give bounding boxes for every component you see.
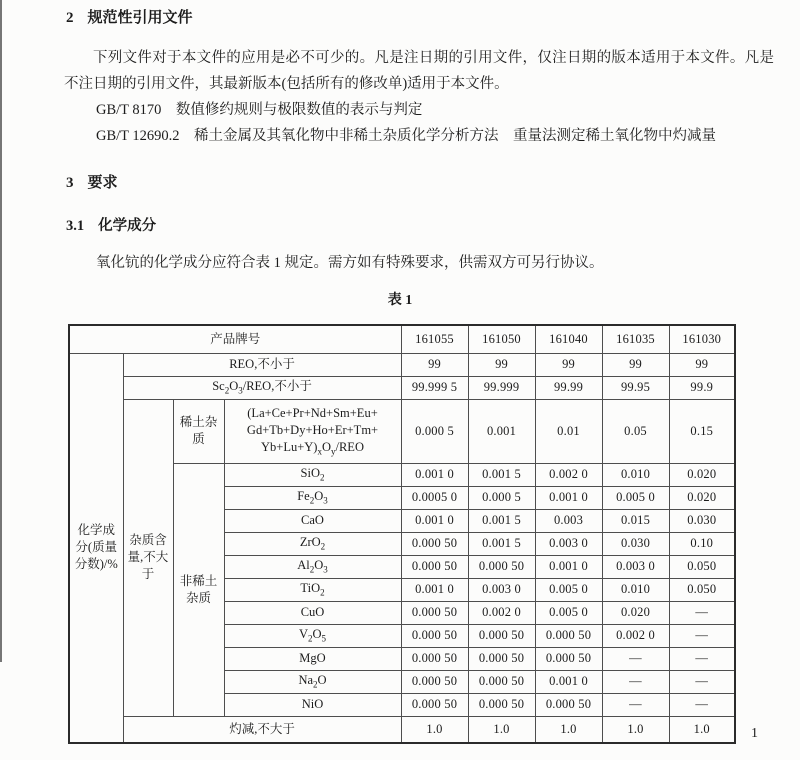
ignition-loss-label: 灼减,不大于 <box>123 716 401 743</box>
row-group-impurity-content: 杂质含量,不大于 <box>123 399 173 716</box>
impurity-name: TiO$_2$ <box>224 578 401 601</box>
value-cell: 0.000 50 <box>401 670 468 693</box>
value-cell: — <box>669 647 735 670</box>
value-cell: 99.999 5 <box>401 376 468 399</box>
table-row <box>69 399 735 463</box>
value-cell: 99.999 <box>468 376 535 399</box>
value-cell: 0.003 0 <box>535 532 602 555</box>
table-row <box>69 716 735 743</box>
value-cell: 0.000 50 <box>468 670 535 693</box>
value-cell: 0.01 <box>535 399 602 463</box>
value-cell: 0.000 50 <box>468 693 535 716</box>
grade-header: 161050 <box>468 325 535 353</box>
value-cell: 0.002 0 <box>535 463 602 486</box>
grade-header: 161035 <box>602 325 669 353</box>
impurity-name: $V_2O_5$ <box>224 624 401 647</box>
value-cell: — <box>602 670 669 693</box>
table-1-chemical-composition <box>68 324 736 744</box>
value-cell: 0.030 <box>669 509 735 532</box>
value-cell: 0.050 <box>669 555 735 578</box>
value-cell: 0.001 5 <box>468 509 535 532</box>
reference-line-1: GB/T 8170 数值修约规则与极限数值的表示与判定 <box>96 102 423 118</box>
value-cell: 0.05 <box>602 399 669 463</box>
value-cell: 99.95 <box>602 376 669 399</box>
section-3-1-heading <box>66 216 800 236</box>
value-cell: 0.000 50 <box>468 647 535 670</box>
value-cell: 0.020 <box>669 463 735 486</box>
value-cell: 0.001 <box>468 399 535 463</box>
value-cell: 0.000 50 <box>401 532 468 555</box>
value-cell: 0.001 5 <box>468 463 535 486</box>
section-3-1-number: 3.1 <box>66 218 85 234</box>
impurity-name: CaO <box>224 509 401 532</box>
value-cell: 0.000 50 <box>401 601 468 624</box>
value-cell: 0.000 50 <box>401 693 468 716</box>
value-cell: 0.000 50 <box>468 624 535 647</box>
value-cell: — <box>669 601 735 624</box>
normative-references-paragraph: 下列文件对于本文件的应用是必不可少的。凡是注日期的引用文件，仅注日期的版本适用于本文件。凡是不注日期的引用文件，其最新版本(包括所有的修改单)适用于本文件。 <box>64 50 774 92</box>
value-cell: — <box>669 670 735 693</box>
table-row <box>69 325 735 353</box>
value-cell: 99 <box>602 353 669 376</box>
impurity-name: $Al_2O_3$ <box>224 555 401 578</box>
value-cell: 0.015 <box>602 509 669 532</box>
value-cell: 0.0005 0 <box>401 486 468 509</box>
table-row <box>69 353 735 376</box>
impurity-name: SiO$_2$ <box>224 463 401 486</box>
section-3-title: 要求 <box>87 175 118 191</box>
value-cell: — <box>669 693 735 716</box>
value-cell: 0.001 0 <box>535 555 602 578</box>
rare-earth-formula: (La+Ce+Pr+Nd+Sm+Eu+ Gd+Tb+Dy+Ho+Er+Tm+ $Yb+Lu+Y)_xO_y$/REO <box>224 399 401 463</box>
row-group-chemical-composition: 化学成分(质量分数)/% <box>69 353 123 743</box>
value-cell: 99.99 <box>535 376 602 399</box>
value-cell: 1.0 <box>535 716 602 743</box>
value-cell: 0.002 0 <box>602 624 669 647</box>
value-cell: 0.001 5 <box>468 532 535 555</box>
value-cell: 0.001 0 <box>401 463 468 486</box>
value-cell: 0.030 <box>602 532 669 555</box>
value-cell: 0.15 <box>669 399 735 463</box>
value-cell: 0.000 50 <box>468 555 535 578</box>
value-cell: 0.000 50 <box>535 624 602 647</box>
value-cell: 99 <box>401 353 468 376</box>
value-cell: 0.000 50 <box>535 693 602 716</box>
section-3-number: 3 <box>66 175 74 191</box>
value-cell: 0.000 50 <box>401 555 468 578</box>
value-cell: 1.0 <box>602 716 669 743</box>
value-cell: — <box>602 693 669 716</box>
value-cell: 0.003 <box>535 509 602 532</box>
value-cell: 0.010 <box>602 463 669 486</box>
reo-label: REO,不小于 <box>123 353 401 376</box>
value-cell: 0.002 0 <box>468 601 535 624</box>
value-cell: 0.005 0 <box>535 578 602 601</box>
value-cell: 0.001 0 <box>535 486 602 509</box>
section-3-1-title: 化学成分 <box>98 218 157 234</box>
impurity-name: CuO <box>224 601 401 624</box>
value-cell: 0.003 0 <box>468 578 535 601</box>
value-cell: 0.10 <box>669 532 735 555</box>
value-cell: 0.000 50 <box>401 624 468 647</box>
value-cell: 0.001 0 <box>401 509 468 532</box>
value-cell: 0.010 <box>602 578 669 601</box>
value-cell: 99 <box>535 353 602 376</box>
impurity-name: MgO <box>224 647 401 670</box>
table-caption: 表 1 <box>387 293 413 308</box>
value-cell: — <box>602 647 669 670</box>
value-cell: 0.005 0 <box>535 601 602 624</box>
value-cell: 0.005 0 <box>602 486 669 509</box>
section-3-heading <box>66 173 800 193</box>
value-cell: 0.000 5 <box>468 486 535 509</box>
value-cell: 1.0 <box>669 716 735 743</box>
value-cell: — <box>669 624 735 647</box>
value-cell: 0.003 0 <box>602 555 669 578</box>
grade-header: 161055 <box>401 325 468 353</box>
section-2-title: 规范性引用文件 <box>87 10 193 26</box>
value-cell: 0.001 0 <box>401 578 468 601</box>
value-cell: 0.000 50 <box>401 647 468 670</box>
row-group-rare-earth-impurities: 稀土杂质 <box>173 399 224 463</box>
row-group-non-rare-earth-impurities: 非稀土杂质 <box>173 463 224 716</box>
value-cell: 0.020 <box>602 601 669 624</box>
impurity-name: $Na_2O$ <box>224 670 401 693</box>
grade-header: 161030 <box>669 325 735 353</box>
page-number: 1 <box>751 726 758 741</box>
section-2-heading <box>66 8 800 28</box>
impurity-name: $Fe_2O_3$ <box>224 486 401 509</box>
value-cell: 0.001 0 <box>535 670 602 693</box>
chemical-composition-paragraph: 氧化钪的化学成分应符合表 1 规定。需方如有特殊要求，供需双方可另行协议。 <box>96 255 604 271</box>
value-cell: 99 <box>468 353 535 376</box>
table-row <box>69 376 735 399</box>
grade-header: 161040 <box>535 325 602 353</box>
value-cell: 0.000 50 <box>535 647 602 670</box>
value-cell: 0.020 <box>669 486 735 509</box>
product-grade-label: 产品牌号 <box>69 325 401 353</box>
value-cell: 99.9 <box>669 376 735 399</box>
value-cell: 0.050 <box>669 578 735 601</box>
value-cell: 1.0 <box>401 716 468 743</box>
value-cell: 1.0 <box>468 716 535 743</box>
reference-line-2: GB/T 12690.2 稀土金属及其氧化物中非稀土杂质化学分析方法 重量法测定稀土氧化物中灼减量 <box>96 128 717 144</box>
value-cell: 99 <box>669 353 735 376</box>
section-2-number: 2 <box>66 10 74 26</box>
impurity-name: NiO <box>224 693 401 716</box>
sc2o3-reo-label: $Sc_2O_3$/REO,不小于 <box>123 376 401 399</box>
value-cell: 0.000 5 <box>401 399 468 463</box>
impurity-name: ZrO$_2$ <box>224 532 401 555</box>
